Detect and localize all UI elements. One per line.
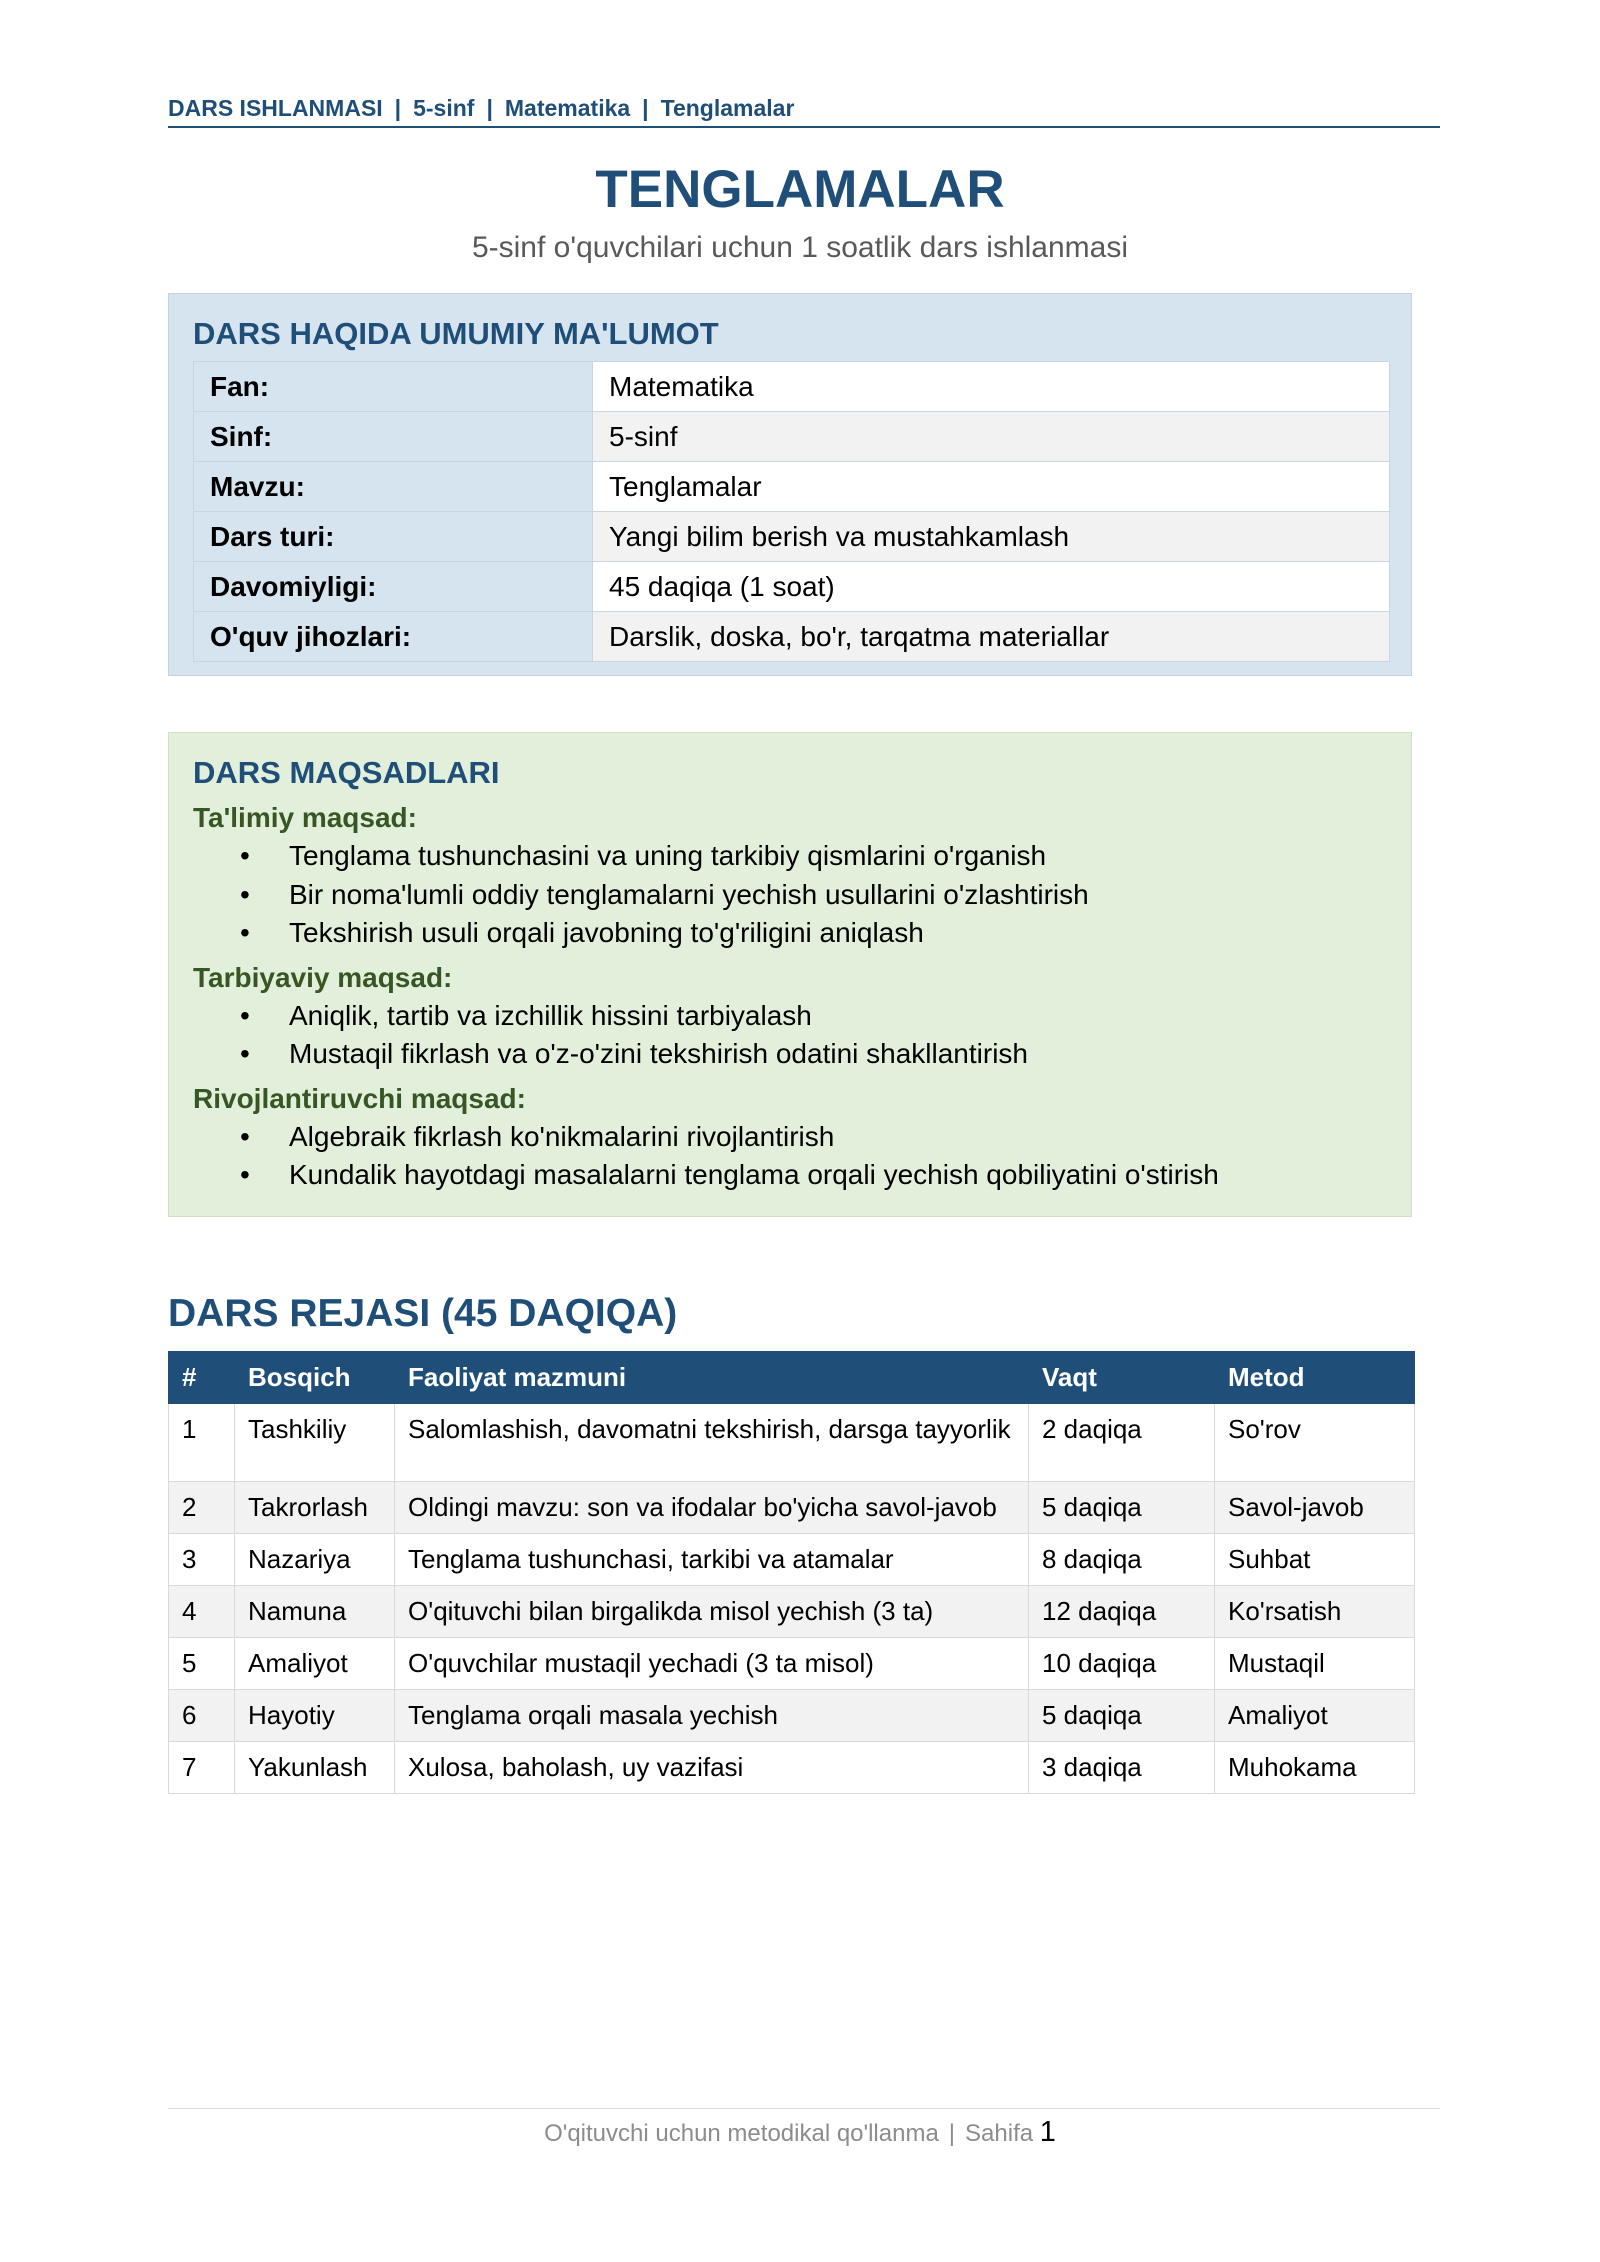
lesson-goals-box — [168, 732, 1412, 1217]
info-key: Davomiyligi: — [194, 562, 593, 612]
column-header-activity: Faoliyat mazmuni — [395, 1352, 1029, 1404]
cell-time: 2 daqiqa — [1029, 1404, 1215, 1482]
info-value: Darslik, doska, bo'r, tarqatma materiallar — [593, 612, 1390, 662]
info-value: Yangi bilim berish va mustahkamlash — [593, 512, 1390, 562]
column-header-time: Vaqt — [1029, 1352, 1215, 1404]
info-key: O'quv jihozlari: — [194, 612, 593, 662]
column-header-stage: Bosqich — [235, 1352, 395, 1404]
cell-time: 5 daqiqa — [1029, 1482, 1215, 1534]
info-row — [194, 362, 1390, 412]
goal-item: • Kundalik hayotdagi masalalarni tenglama orqali yechish qobiliyatini o'stirish — [193, 1156, 1383, 1195]
footer-divider — [168, 2108, 1440, 2109]
cell-activity: Tenglama orqali masala yechish — [395, 1690, 1029, 1742]
info-row — [194, 612, 1390, 662]
goal-group-title: Rivojlantiruvchi maqsad: — [193, 1082, 526, 1114]
cell-time: 8 daqiqa — [1029, 1534, 1215, 1586]
cell-method: Mustaqil — [1215, 1638, 1415, 1690]
lesson-plan-table — [168, 1351, 1415, 1794]
cell-activity: Xulosa, baholash, uy vazifasi — [395, 1742, 1029, 1794]
header-separator: | — [642, 95, 649, 121]
cell-time: 12 daqiqa — [1029, 1586, 1215, 1638]
info-key: Dars turi: — [194, 512, 593, 562]
lesson-info-box — [168, 293, 1412, 676]
lesson-info-heading: DARS HAQIDA UMUMIY MA'LUMOT — [193, 316, 719, 351]
table-row — [169, 1742, 1415, 1794]
cell-number: 4 — [169, 1586, 235, 1638]
cell-method: Ko'rsatish — [1215, 1586, 1415, 1638]
cell-time: 5 daqiqa — [1029, 1690, 1215, 1742]
header-topic: Tenglamalar — [660, 95, 795, 121]
goal-item: • Algebraik fikrlash ko'nikmalarini rivojlantirish — [193, 1118, 1383, 1157]
cell-stage: Tashkiliy — [235, 1404, 395, 1482]
cell-number: 5 — [169, 1638, 235, 1690]
goal-group-title: Tarbiyaviy maqsad: — [193, 961, 453, 993]
info-row — [194, 412, 1390, 462]
cell-activity: Salomlashish, davomatni tekshirish, darsga tayyorlik — [395, 1404, 1029, 1482]
header-separator: | — [486, 95, 493, 121]
header-doc-type: DARS ISHLANMASI — [168, 95, 383, 121]
info-key: Mavzu: — [194, 462, 593, 512]
cell-number: 2 — [169, 1482, 235, 1534]
lesson-goals-heading: DARS MAQSADLARI — [193, 755, 500, 790]
cell-stage: Namuna — [235, 1586, 395, 1638]
page-number: 1 — [1039, 2116, 1056, 2148]
cell-stage: Nazariya — [235, 1534, 395, 1586]
info-value: 45 daqiqa (1 soat) — [593, 562, 1390, 612]
cell-activity: Tenglama tushunchasi, tarkibi va atamalar — [395, 1534, 1029, 1586]
lesson-info-table — [193, 361, 1390, 662]
cell-activity: Oldingi mavzu: son va ifodalar bo'yicha savol-javob — [395, 1482, 1029, 1534]
info-key: Sinf: — [194, 412, 593, 462]
column-header-method: Metod — [1215, 1352, 1415, 1404]
goal-item: • Bir noma'lumli oddiy tenglamalarni yechish usullarini o'zlashtirish — [193, 876, 1383, 915]
cell-method: Amaliyot — [1215, 1690, 1415, 1742]
table-row — [169, 1482, 1415, 1534]
table-row — [169, 1690, 1415, 1742]
plan-header-row — [169, 1352, 1415, 1404]
cell-method: So'rov — [1215, 1404, 1415, 1482]
cell-number: 3 — [169, 1534, 235, 1586]
page-subtitle: 5-sinf o'quvchilari uchun 1 soatlik dars ishlanmasi — [471, 231, 1129, 264]
goal-item: • Mustaqil fikrlash va o'z-o'zini tekshirish odatini shakllantirish — [193, 1035, 1383, 1074]
footer-text: O'qituvchi uchun metodikal qo'llanma — [544, 2120, 939, 2147]
table-row — [169, 1586, 1415, 1638]
page-footer — [0, 2116, 1600, 2150]
running-header — [168, 94, 1440, 128]
goal-item: • Tenglama tushunchasini va uning tarkibiy qismlarini o'rganish — [193, 837, 1383, 876]
info-value: 5-sinf — [593, 412, 1390, 462]
goal-list — [193, 837, 1383, 953]
header-separator: | — [394, 95, 402, 121]
cell-number: 7 — [169, 1742, 235, 1794]
cell-stage: Yakunlash — [235, 1742, 395, 1794]
cell-activity: O'qituvchi bilan birgalikda misol yechish (3 ta) — [395, 1586, 1029, 1638]
goal-groups — [193, 799, 1383, 1201]
cell-stage: Takrorlash — [235, 1482, 395, 1534]
info-value: Matematika — [593, 362, 1390, 412]
page-title: TENGLAMALAR — [595, 160, 1005, 219]
cell-number: 1 — [169, 1404, 235, 1482]
cell-method: Muhokama — [1215, 1742, 1415, 1794]
cell-method: Savol-javob — [1215, 1482, 1415, 1534]
goal-item: • Aniqlik, tartib va izchillik hissini tarbiyalash — [193, 997, 1383, 1036]
info-key: Fan: — [194, 362, 593, 412]
info-row — [194, 512, 1390, 562]
cell-time: 3 daqiqa — [1029, 1742, 1215, 1794]
header-subject: Matematika — [504, 95, 631, 121]
info-value: Tenglamalar — [593, 462, 1390, 512]
goal-list — [193, 1118, 1383, 1195]
cell-stage: Hayotiy — [235, 1690, 395, 1742]
table-row — [169, 1638, 1415, 1690]
goal-item: • Tekshirish usuli orqali javobning to'g'riligini aniqlash — [193, 914, 1383, 953]
cell-method: Suhbat — [1215, 1534, 1415, 1586]
goal-list — [193, 997, 1383, 1074]
cell-time: 10 daqiqa — [1029, 1638, 1215, 1690]
lesson-plan-heading: DARS REJASI (45 DAQIQA) — [168, 1292, 678, 1335]
info-row — [194, 562, 1390, 612]
cell-number: 6 — [169, 1690, 235, 1742]
header-grade: 5-sinf — [413, 95, 475, 121]
table-row — [169, 1534, 1415, 1586]
cell-activity: O'quvchilar mustaqil yechadi (3 ta misol) — [395, 1638, 1029, 1690]
goal-group-title: Ta'limiy maqsad: — [193, 802, 417, 833]
table-row — [169, 1404, 1415, 1482]
cell-stage: Amaliyot — [235, 1638, 395, 1690]
footer-page-label: Sahifa — [965, 2120, 1034, 2147]
footer-separator: | — [948, 2120, 956, 2147]
info-row — [194, 462, 1390, 512]
column-header-number: # — [169, 1352, 235, 1404]
